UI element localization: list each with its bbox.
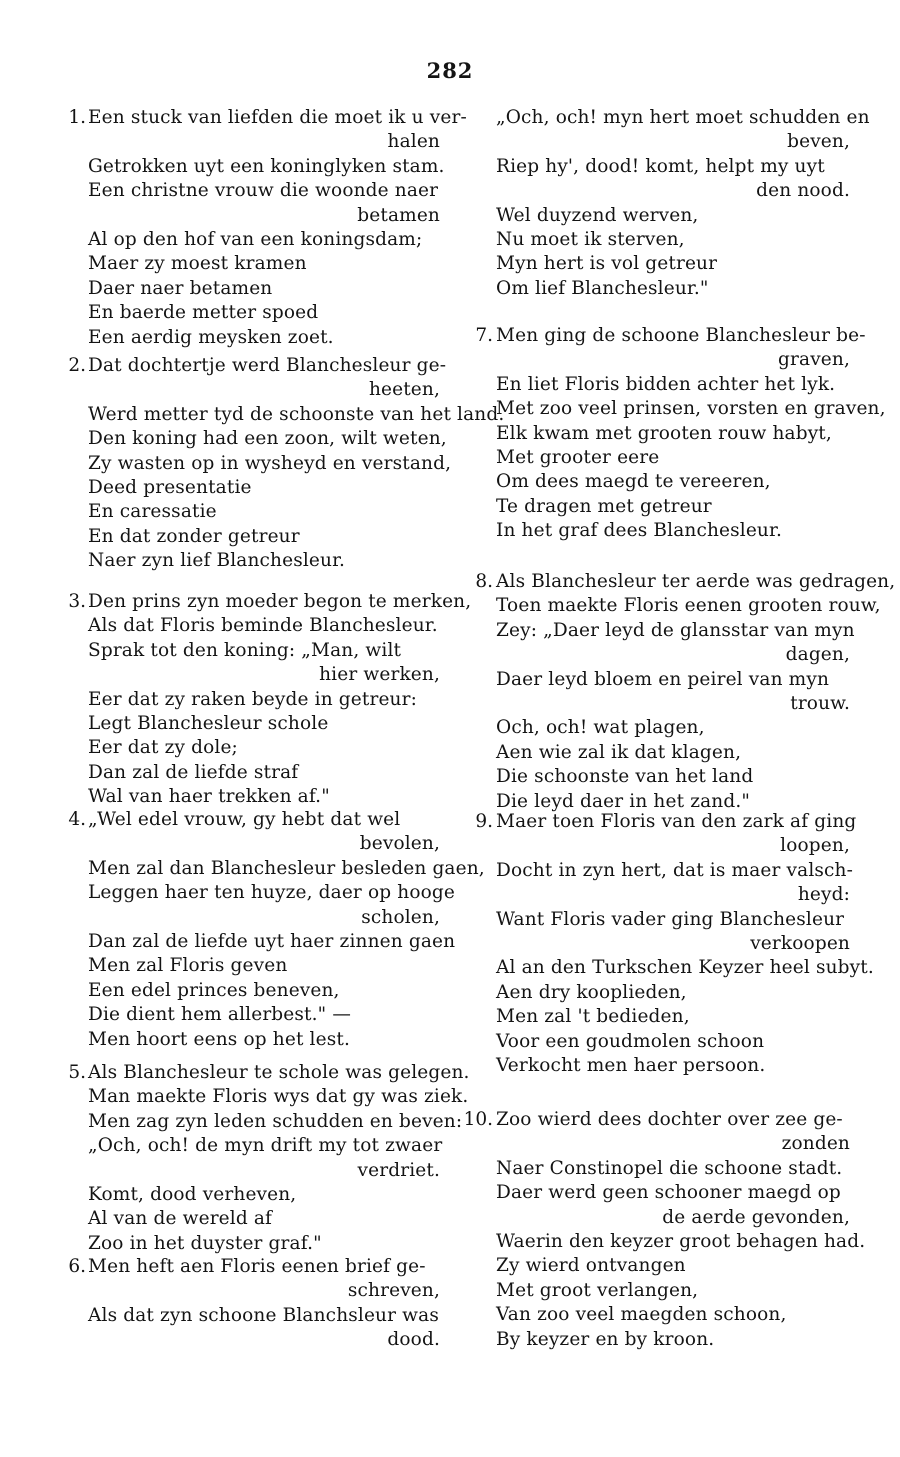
verse-line: Maer toen Floris van den zark af ging <box>496 811 857 832</box>
verse-line: Sprak tot den koning: „Man, wilt <box>88 639 402 661</box>
verse-line: Wel duyzend werven, <box>496 204 699 226</box>
verse-line: Als dat zyn schoone Blanchsleur was <box>88 1304 439 1326</box>
stanza <box>460 106 870 301</box>
verse-line: Myn hert is vol getreur <box>496 253 718 275</box>
verse-line: heyd: <box>797 884 850 906</box>
verse-line: Een aerdig meysken zoet. <box>88 326 334 348</box>
verse-line: Daer naer betamen <box>88 277 273 299</box>
verse-line: verdriet. <box>357 1159 440 1181</box>
verse-line: Voor een goudmolen schoon <box>496 1030 765 1052</box>
verse-line: Men heft aen Floris eenen brief ge- <box>88 1256 426 1277</box>
verse-line: En liet Floris bidden achter het lyk. <box>496 373 836 395</box>
verse-line: Met zoo veel prinsen, vorsten en graven, <box>496 398 886 420</box>
stanza <box>60 808 485 1052</box>
stanza-number: 10. <box>463 1109 493 1130</box>
verse-line: Waerin den keyzer groot behagen had. <box>496 1230 866 1252</box>
verse-line: Zoo wierd dees dochter over zee ge- <box>496 1109 843 1130</box>
verse-line: Daer werd geen schooner maegd op <box>496 1182 841 1204</box>
verse-line: Dan zal de liefde straf <box>88 761 299 783</box>
verse-line: loopen, <box>780 835 850 857</box>
verse-line: „Och, och! myn hert moet schudden en <box>496 107 870 128</box>
verse-line: Toen maekte Floris eenen grooten rouw, <box>496 595 881 617</box>
verse-line: En dat zonder getreur <box>88 525 300 547</box>
verse-line: Met groot verlangen, <box>496 1279 699 1301</box>
verse-line: den nood. <box>756 180 850 202</box>
verse-line: Aen wie zal ik dat klagen, <box>496 741 742 763</box>
verse-line: Om dees maegd te vereeren, <box>496 471 771 493</box>
stanza-number: 4. <box>68 809 86 830</box>
verse-line: beven, <box>787 131 850 153</box>
verse-line: Legt Blanchesleur schole <box>88 712 329 734</box>
verse-line: Men zal dan Blanchesleur besleden gaen, <box>88 857 485 879</box>
verse-line: Men zag zyn leden schudden en beven: <box>88 1110 463 1132</box>
verse-line: Getrokken uyt een koninglyken stam. <box>88 155 445 177</box>
verse-line: halen <box>387 131 440 153</box>
verse-line: Om lief Blanchesleur." <box>496 277 709 299</box>
verse-line: „Wel edel vrouw, gy hebt dat wel <box>88 809 401 830</box>
verse-line: Naer Constinopel die schoone stadt. <box>496 1157 843 1179</box>
verse-line: En caressatie <box>88 501 217 523</box>
verse-line: Zey: „Daer leyd de glansstar van myn <box>496 619 855 641</box>
verse-line: Want Floris vader ging Blanchesleur <box>496 908 845 930</box>
verse-line: Een christne vrouw die woonde naer <box>88 180 439 202</box>
stanza <box>460 570 896 814</box>
verse-line: Die leyd daer in het zand." <box>496 790 751 812</box>
verse-line: In het graf dees Blanchesleur. <box>496 520 782 542</box>
verse-line: graven, <box>778 349 850 371</box>
verse-line: Komt, dood verheven, <box>88 1183 297 1205</box>
verse-line: Te dragen met getreur <box>496 495 712 517</box>
stanza-number: 8. <box>475 571 493 592</box>
stanza-number: 5. <box>68 1062 86 1083</box>
verse-line: Deed presentatie <box>88 476 252 498</box>
verse-line: Den prins zyn moeder begon te merken, <box>88 591 472 612</box>
stanza <box>60 354 505 574</box>
verse-line: Verkocht men haer persoon. <box>496 1054 766 1076</box>
verse-line: Naer zyn lief Blanchesleur. <box>88 550 346 572</box>
stanza <box>60 1061 470 1256</box>
verse-line: Een stuck van liefden die moet ik u ver- <box>88 107 467 128</box>
verse-line: Riep hy', dood! komt, helpt my uyt <box>496 155 825 177</box>
verse-line: „Och, och! de myn drift my tot zwaer <box>88 1135 443 1157</box>
verse-line: Al van de wereld af <box>88 1208 273 1230</box>
stanza-number: 6. <box>68 1256 86 1277</box>
stanza-number: 7. <box>475 325 493 346</box>
stanza-number: 3. <box>68 591 86 612</box>
verse-line: heeten, <box>368 379 440 401</box>
verse-line: Al op den hof van een koningsdam; <box>88 228 423 250</box>
verse-line: Daer leyd bloem en peirel van myn <box>496 668 830 690</box>
verse-line: Van zoo veel maegden schoon, <box>496 1304 787 1326</box>
verse-line: Werd metter tyd de schoonste van het land. <box>88 403 505 425</box>
verse-line: de aerde gevonden, <box>662 1206 850 1228</box>
verse-line: Nu moet ik sterven, <box>496 228 685 250</box>
verse-line: Zoo in het duyster graf." <box>88 1232 322 1254</box>
verse-line: trouw. <box>790 692 850 714</box>
verse-line: Men hoort eens op het lest. <box>88 1028 350 1050</box>
verse-line: Zy wasten op in wysheyd en verstand, <box>88 452 452 474</box>
verse-line: schreven, <box>347 1280 440 1302</box>
verse-line: Eer dat zy dole; <box>88 737 238 759</box>
verse-line: Als dat Floris beminde Blanchesleur. <box>88 615 438 637</box>
verse-line: By keyzer en by kroon. <box>496 1328 715 1350</box>
verse-line: Maer zy moest kramen <box>88 253 307 275</box>
verse-line: Den koning had een zoon, wilt weten, <box>88 428 447 450</box>
verse-line: Aen dry kooplieden, <box>496 981 687 1003</box>
verse-line: Men zal 't bedieden, <box>496 1006 690 1028</box>
verse-line: betamen <box>357 204 440 226</box>
verse-line: Als Blanchesleur ter aerde was gedragen, <box>496 571 896 592</box>
stanza <box>460 324 886 544</box>
verse-line: scholen, <box>361 906 440 928</box>
verse-line: Man maekte Floris wys dat gy was ziek. <box>88 1086 469 1108</box>
verse-line: Elk kwam met grooten rouw habyt, <box>496 422 832 444</box>
verse-line: Men zal Floris geven <box>88 955 288 977</box>
stanza <box>60 1255 440 1353</box>
verse-line: Die schoonste van het land <box>496 766 754 788</box>
verse-line: En baerde metter spoed <box>88 302 319 324</box>
verse-line: Al an den Turkschen Keyzer heel subyt. <box>496 957 874 979</box>
verse-line: verkoopen <box>750 932 850 954</box>
verse-line: dood. <box>387 1329 440 1351</box>
stanza <box>60 106 467 350</box>
verse-line: Als Blanchesleur te schole was gelegen. <box>88 1062 470 1083</box>
verse-line: Eer dat zy raken beyde in getreur: <box>88 688 418 710</box>
stanza-number: 2. <box>68 355 86 376</box>
verse-line: hier werken, <box>319 664 440 686</box>
stanza-number: 9. <box>475 811 493 832</box>
verse-line: dagen, <box>785 644 850 666</box>
page-number: 282 <box>426 58 474 83</box>
verse-line: Leggen haer ten huyze, daer op hooge <box>88 882 455 904</box>
verse-line: Dat dochtertje werd Blanchesleur ge- <box>88 355 447 376</box>
stanza <box>460 810 874 1078</box>
verse-line: Dan zal de liefde uyt haer zinnen gaen <box>88 930 456 952</box>
stanza-number: 1. <box>68 107 86 128</box>
verse-line: Met grooter eere <box>496 446 660 468</box>
verse-line: Docht in zyn hert, dat is maer valsch- <box>496 859 854 881</box>
verse-line: Men ging de schoone Blanchesleur be- <box>496 325 866 346</box>
verse-line: zonden <box>781 1133 850 1155</box>
verse-line: Och, och! wat plagen, <box>496 717 705 739</box>
stanza <box>60 590 472 810</box>
verse-line: Een edel princes beneven, <box>88 979 340 1001</box>
stanza <box>460 1108 866 1352</box>
verse-line: Die dient hem allerbest." — <box>88 1004 351 1026</box>
verse-line: bevolen, <box>359 833 440 855</box>
verse-line: Wal van haer trekken af." <box>88 786 330 808</box>
verse-line: Zy wierd ontvangen <box>496 1255 686 1277</box>
